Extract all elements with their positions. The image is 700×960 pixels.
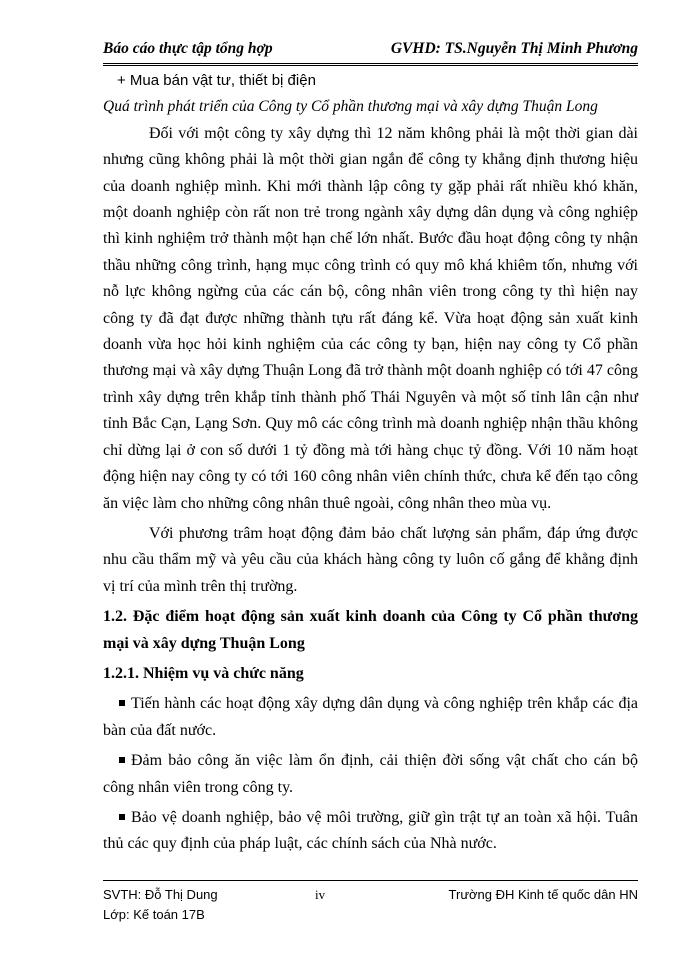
page-body <box>103 68 638 858</box>
italic-heading: Quá trình phát triển của Công ty Cổ phần thương mại và xây dựng Thuận Long <box>103 98 598 116</box>
footer-school: Trường ĐH Kinh tế quốc dân HN <box>448 887 638 902</box>
header-supervisor: GVHD: TS.Nguyễn Thị Minh Phương <box>390 40 638 57</box>
list-item <box>103 691 638 744</box>
footer-divider <box>103 880 638 881</box>
paragraph-development: Đối với một công ty xây dựng thì 12 năm không phải là một thời gian dài nhưng cũng không phải là một thời gian ngắn để công ty khẳng định thương hiệu của doanh nghiệp mình. Khi mới thành lập công ty gặp phải rất nhiều khó khăn, một doanh nghiệp còn rất non trẻ trong ngành xây dựng dân dụng và công nghiệp thì kinh nghiệm trở thành một hạn chế lớn nhất. Bước đầu hoạt động công ty nhận thầu những công trình, hạng mục công trình có quy mô khá khiêm tốn, nhưng với nỗ lực không ngừng của các cán bộ, công nhân viên trong công ty thì hiện nay công ty đã đạt được những thành tựu rất đáng kể. Vừa hoạt động sản xuất kinh doanh vừa học hỏi kinh nghiệm của các công ty bạn, hiện nay công ty Cổ phần thương mại và xây dựng Thuận Long đã trở thành một doanh nghiệp có tới 47 công trình xây dựng trên khắp tỉnh thành phố Thái Nguyên và một số tỉnh lân cận như tỉnh Bắc Cạn, Lạng Sơn. Quy mô các công trình mà doanh nghiệp nhận thầu không chỉ dừng lại ở con số dưới 1 tỷ đồng mà tới hàng chục tỷ đồng. Với 10 năm hoạt động hiện nay công ty có tới 160 công nhân viên chính thức, chưa kể đến tạo công ăn việc làm cho những công nhân thuê ngoài, công nhân theo mùa vụ. <box>103 124 638 512</box>
list-item <box>103 748 638 801</box>
square-bullet-icon <box>119 757 125 763</box>
bullet-intro: + Mua bán vật tư, thiết bị điện <box>117 72 316 89</box>
list-item-text: Đảm bảo công ăn việc làm ổn định, cải thiện đời sống vật chất cho cán bộ công nhân viên trong công ty. <box>103 752 638 796</box>
page-footer <box>103 885 638 935</box>
list-item-text: Bảo vệ doanh nghiệp, bảo vệ môi trường, giữ gìn trật tự an toàn xã hội. Tuân thủ các quy định của pháp luật, các chính sách của Nhà nước. <box>103 808 638 853</box>
footer-student-name: SVTH: Đỗ Thị Dung <box>103 887 218 902</box>
header-report-title: Báo cáo thực tập tổng hợp <box>103 40 273 57</box>
section-heading: 1.2. Đặc điểm hoạt động sản xuất kinh doanh của Công ty Cổ phần thương mại và xây dựng Thuận Long <box>103 608 638 652</box>
footer-page-number: iv <box>315 887 326 902</box>
list-item-text: Tiến hành các hoạt động xây dựng dân dụng và công nghiệp trên khắp các địa bàn của đất nước. <box>103 695 638 739</box>
square-bullet-icon <box>119 814 125 820</box>
square-bullet-icon <box>119 700 125 706</box>
paragraph-motto: Với phương trâm hoạt động đảm bảo chất lượng sản phẩm, đáp ứng được nhu cầu thẩm mỹ và yêu cầu của khách hàng công ty luôn cố gắng để khẳng định vị trí của mình trên thị trường. <box>103 524 638 595</box>
footer-student-info <box>103 885 218 925</box>
header-divider <box>103 63 638 66</box>
list-item <box>103 805 638 858</box>
page-header <box>103 34 638 64</box>
footer-class: Lớp: Kế toán 17B <box>103 907 205 922</box>
subsection-heading: 1.2.1. Nhiệm vụ và chức năng <box>103 664 304 682</box>
